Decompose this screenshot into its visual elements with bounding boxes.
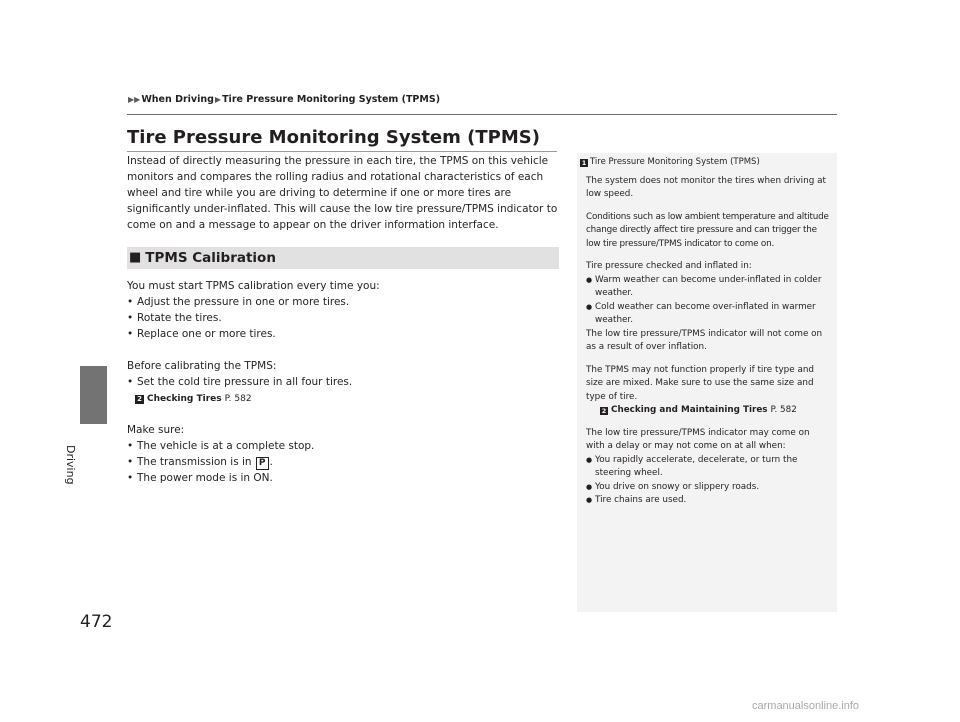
list-item: ● Tire chains are used. <box>586 494 829 508</box>
note-paragraph: The low tire pressure/TPMS indicator may come on with a delay or may not come on at all when: <box>586 427 810 451</box>
list-item: • The power mode is in ON. <box>127 470 559 486</box>
cross-reference-maintaining-tires[interactable] <box>586 404 829 418</box>
page-title: Tire Pressure Monitoring System (TPMS) <box>127 127 540 148</box>
before-lead: Before calibrating the TPMS: <box>127 360 277 372</box>
reference-arrow-icon: 2 <box>601 406 607 415</box>
list-item: • Set the cold tire pressure in all four tires. <box>127 374 559 390</box>
note-list <box>586 454 829 508</box>
before-list <box>127 374 559 390</box>
watermark: carmanualsonline.info <box>752 700 860 712</box>
reference-page: P. 582 <box>224 394 252 404</box>
note-paragraph: Conditions such as low ambient temperature and altitude change directly affect tire pressure and can trigger the low tire pressure/TPMS indicator to come on. <box>586 211 829 249</box>
header-rule <box>127 114 837 115</box>
park-position-box: P <box>256 457 269 470</box>
breadcrumb <box>127 94 440 105</box>
intro-paragraph: Instead of directly measuring the pressure in each tire, the TPMS on this vehicle monitors and compares the rolling radius and rotational characteristics of each wheel and tire while you are driving to determine if one or more tires are significantly under-inflated. This will cause the low tire pressure/TPMS indicator to come on and a message to appear on the driver information interface. <box>127 155 558 231</box>
note-arrow-icon: 1 <box>581 158 587 167</box>
section-heading: TPMS Calibration <box>145 250 276 266</box>
note-paragraph: The system does not monitor the tires when driving at low speed. <box>586 175 826 199</box>
breadcrumb-arrow-icon: ▶▶ <box>128 95 141 104</box>
note-header <box>577 153 837 170</box>
list-item: • Rotate the tires. <box>127 310 559 326</box>
reference-arrow-icon: 2 <box>135 395 144 404</box>
main-content <box>127 153 559 486</box>
breadcrumb-level-2[interactable]: Tire Pressure Monitoring System (TPMS) <box>222 94 441 105</box>
calibration-list <box>127 294 559 342</box>
list-item: ● Cold weather can become over-inflated in warmer weather. <box>586 301 829 328</box>
title-rule <box>127 151 557 152</box>
list-item: ● You rapidly accelerate, decelerate, or turn the steering wheel. <box>586 454 829 481</box>
side-note-panel <box>577 153 837 612</box>
page-number: 472 <box>80 612 113 632</box>
breadcrumb-level-1[interactable]: When Driving <box>141 94 214 105</box>
section-tab <box>80 366 107 424</box>
make-sure-lead: Make sure: <box>127 424 185 436</box>
reference-label[interactable]: Checking and Maintaining Tires <box>611 405 768 415</box>
list-item: • Adjust the pressure in one or more tires. <box>127 294 559 310</box>
note-list <box>586 274 829 328</box>
side-section-label: Driving <box>64 445 77 485</box>
make-sure-list <box>127 438 559 486</box>
transmission-suffix: . <box>269 456 273 468</box>
cross-reference-checking-tires[interactable] <box>127 391 559 407</box>
note-body <box>577 170 837 508</box>
note-paragraph: The low tire pressure/TPMS indicator will not come on as a result of over inflation. <box>586 328 823 352</box>
section-heading-bar <box>127 247 559 269</box>
reference-label[interactable]: Checking Tires <box>147 394 222 404</box>
list-item: ● Warm weather can become under-inflated in colder weather. <box>586 274 829 301</box>
transmission-text: The transmission is in <box>137 456 252 468</box>
section-square-icon: ■ <box>129 250 142 265</box>
reference-page: P. 582 <box>770 405 797 415</box>
list-item: ● You drive on snowy or slippery roads. <box>586 481 829 495</box>
breadcrumb-arrow-icon: ▶ <box>214 95 222 104</box>
note-header-title: Tire Pressure Monitoring System (TPMS) <box>590 157 760 167</box>
list-item <box>127 454 559 470</box>
list-item: • The vehicle is at a complete stop. <box>127 438 559 454</box>
note-paragraph: The TPMS may not function properly if tire type and size are mixed. Make sure to use the same size and type of tire. <box>586 364 815 402</box>
list-item: • Replace one or more tires. <box>127 326 559 342</box>
note-paragraph: Tire pressure checked and inflated in: <box>586 261 752 271</box>
calibration-lead: You must start TPMS calibration every time you: <box>127 280 380 292</box>
